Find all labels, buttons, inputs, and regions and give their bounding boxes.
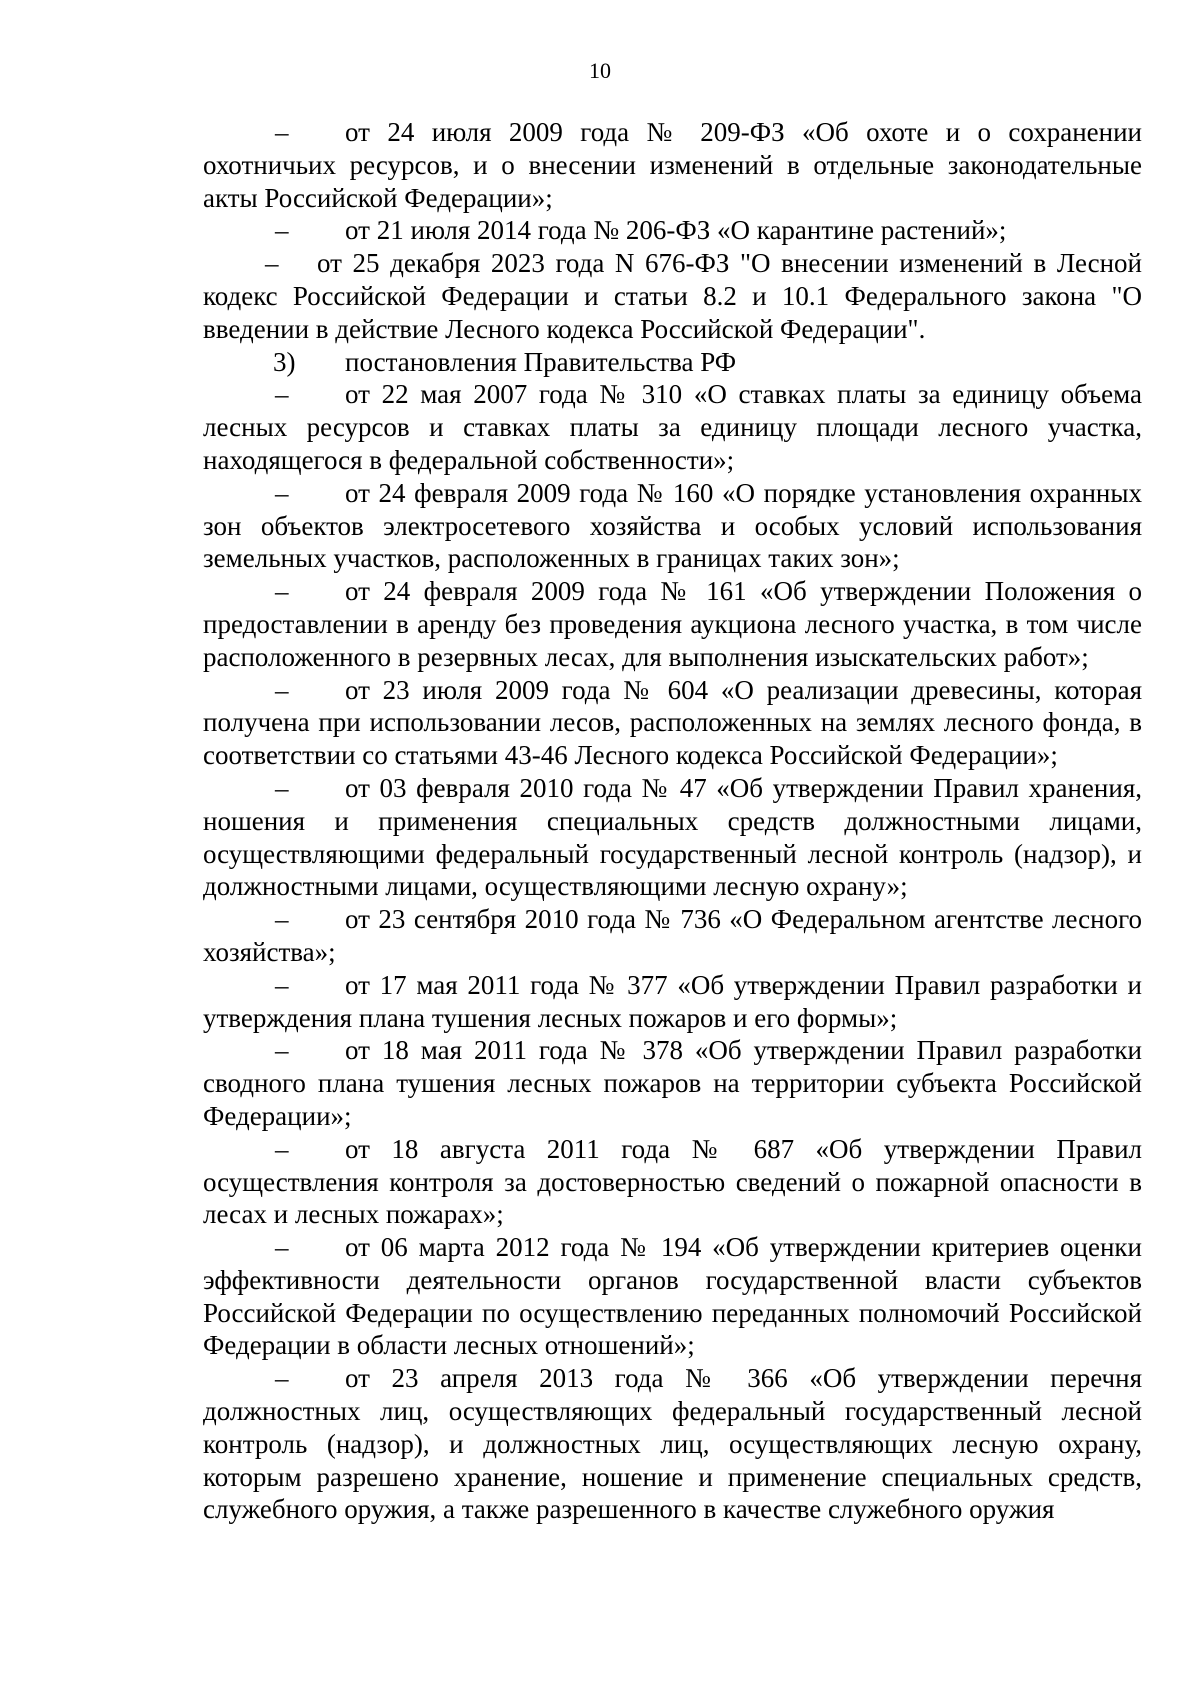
list-item-text: от 17 мая 2011 года № 377 «Об утверждении Правил разработки и утверждения плана тушения лесных пожаров и его формы»; (203, 969, 1142, 1033)
section-number: 3) (273, 346, 296, 377)
dash-marker: – (265, 248, 279, 279)
dash-marker: – (275, 215, 289, 246)
section-heading (203, 346, 1142, 379)
list-item (203, 772, 1142, 903)
list-item (203, 1133, 1142, 1231)
list-item (203, 214, 1142, 247)
list-item (203, 903, 1142, 969)
list-item-text: от 23 апреля 2013 года № 366 «Об утверждении перечня должностных лиц, осуществляющих федеральный государственный лесной контроль (надзор), и должностных лиц, осуществляющих лесную охрану, которым разрешено хранение, ношение и применение специальных средств, служебного оружия, а также разрешенного в качестве служебного оружия (203, 1363, 1142, 1525)
dash-marker: – (275, 576, 289, 607)
list-item-text: от 06 марта 2012 года № 194 «Об утверждении критериев оценки эффективности деятельности органов государственной власти субъектов Российской Федерации по осуществлению переданных полномочий Российской Федерации в области лесных отношений»; (203, 1232, 1142, 1361)
list-item-text: от 22 мая 2007 года № 310 «О ставках платы за единицу объема лесных ресурсов и ставках платы за единицу площади лесного участка, находящегося в федеральной собственности»; (203, 379, 1142, 475)
list-item-text: от 23 сентября 2010 года № 736 «О Федеральном агентстве лесного хозяйства»; (203, 904, 1142, 967)
dash-marker: – (275, 1232, 289, 1263)
list-item (203, 674, 1142, 772)
list-item (203, 575, 1142, 673)
list-item-text: от 03 февраля 2010 года № 47 «Об утверждении Правил хранения, ношения и применения специальных средств должностными лицами, осуществляющими федеральный государственный лесной контроль (надзор), и должностными лицами, осуществляющими лесную охрану»; (203, 772, 1142, 902)
list-item-text: от 24 февраля 2009 года № 161 «Об утверждении Положения о предоставлении в аренду без проведения аукциона лесного участка, в том числе расположенного в резервных лесах, для выполнения изыскательских работ»; (203, 576, 1142, 672)
list-item-text: от 24 июля 2009 года № 209-ФЗ «Об охоте и о сохранении охотничьих ресурсов, и о внесении изменений в отдельные законодательные акты Российской Федерации»; (203, 117, 1142, 213)
dash-marker: – (275, 674, 289, 705)
dash-marker: – (275, 1035, 289, 1066)
dash-marker: – (275, 1363, 289, 1394)
list-item-text: от 21 июля 2014 года № 206-ФЗ «О карантине растений»; (345, 215, 1007, 246)
list-item (203, 1231, 1142, 1362)
list-item (203, 969, 1142, 1035)
list-item-text: от 18 августа 2011 года № 687 «Об утверждении Правил осуществления контроля за достоверностью сведений о пожарной опасности в лесах и лесных пожарах»; (203, 1133, 1142, 1230)
list-item (203, 1362, 1142, 1526)
list-item (203, 247, 1142, 345)
dash-marker: – (275, 379, 289, 410)
dash-marker: – (275, 117, 289, 147)
section-heading-text: постановления Правительства РФ (345, 346, 737, 377)
document-body (203, 116, 1142, 1526)
dash-marker: – (275, 904, 289, 935)
list-item-text: от 18 мая 2011 года № 378 «Об утверждении Правил разработки сводного плана тушения лесных пожаров на территории субъекта Российской Федерации»; (203, 1035, 1142, 1131)
list-item-text: от 23 июля 2009 года № 604 «О реализации древесины, которая получена при использовании лесов, расположенных на землях лесного фонда, в соответствии со статьями 43-46 Лесного кодекса Российской Федерации»; (203, 674, 1142, 771)
dash-marker: – (275, 772, 289, 803)
list-item-text: от 24 февраля 2009 года № 160 «О порядке установления охранных зон объектов электросетевого хозяйства и особых условий использования земельных участков, расположенных в границах таких зон»; (203, 477, 1142, 574)
dash-marker: – (275, 477, 289, 508)
list-item (203, 477, 1142, 575)
list-item (203, 116, 1142, 214)
dash-marker: – (275, 1133, 289, 1164)
dash-marker: – (275, 969, 289, 1000)
page-number: 10 (589, 58, 611, 83)
list-item (203, 1034, 1142, 1132)
list-item (203, 378, 1142, 476)
list-item-text: от 25 декабря 2023 года N 676-ФЗ "О внесении изменений в Лесной кодекс Российской Федерации и статьи 8.2 и 10.1 Федерального закона "О введении в действие Лесного кодекса Российской Федерации". (203, 248, 1142, 344)
